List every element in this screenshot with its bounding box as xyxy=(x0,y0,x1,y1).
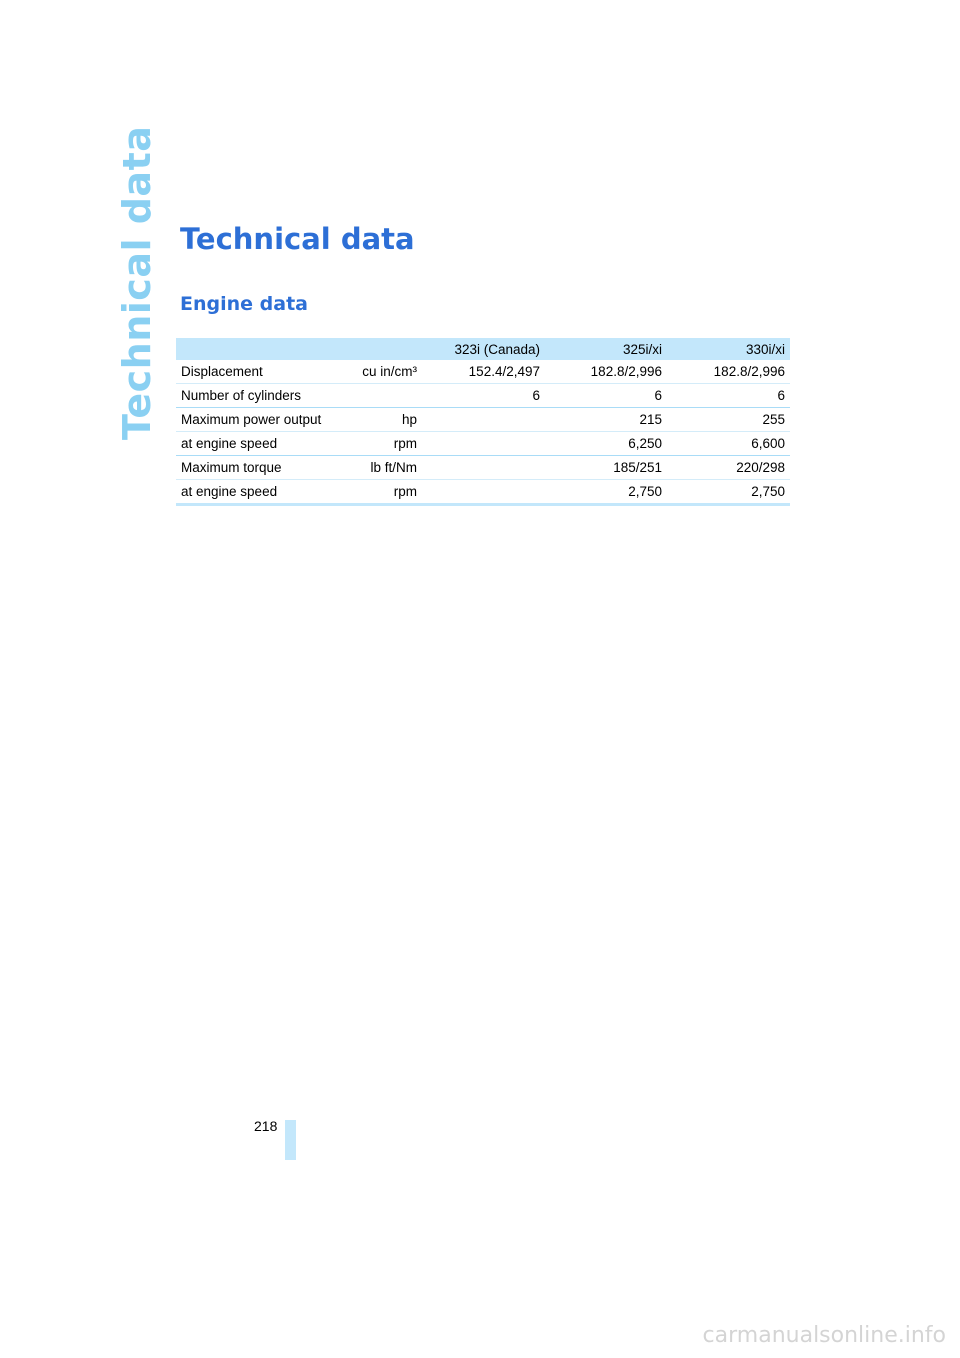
table-row xyxy=(176,384,790,408)
table-row xyxy=(176,456,790,480)
page-number: 218 xyxy=(254,1118,278,1134)
row-label: Displacement xyxy=(176,360,330,384)
watermark: carmanualsonline.info xyxy=(702,1323,946,1348)
table-row xyxy=(176,408,790,432)
row-label: at engine speed xyxy=(176,432,330,456)
cell-value xyxy=(422,408,545,432)
table-header-row xyxy=(176,338,790,360)
row-unit: cu in/cm³ xyxy=(330,360,422,384)
cell-value: 215 xyxy=(545,408,667,432)
column-header: 330i/xi xyxy=(667,338,790,360)
cell-value: 6,600 xyxy=(667,432,790,456)
row-label: Number of cylinders xyxy=(176,384,330,408)
column-header: 325i/xi xyxy=(545,338,667,360)
row-unit: rpm xyxy=(330,480,422,505)
cell-value: 255 xyxy=(667,408,790,432)
cell-value: 6 xyxy=(667,384,790,408)
column-header xyxy=(176,338,330,360)
cell-value: 6,250 xyxy=(545,432,667,456)
cell-value: 2,750 xyxy=(667,480,790,505)
section-title: Engine data xyxy=(180,293,308,315)
row-unit: lb ft/Nm xyxy=(330,456,422,480)
table-row xyxy=(176,360,790,384)
row-label: Maximum power output xyxy=(176,408,330,432)
cell-value xyxy=(422,432,545,456)
page-marker xyxy=(285,1120,296,1160)
row-unit xyxy=(330,384,422,408)
row-label: Maximum torque xyxy=(176,456,330,480)
cell-value: 182.8/2,996 xyxy=(545,360,667,384)
cell-value: 152.4/2,497 xyxy=(422,360,545,384)
cell-value: 182.8/2,996 xyxy=(667,360,790,384)
cell-value xyxy=(422,480,545,505)
column-header xyxy=(330,338,422,360)
cell-value: 6 xyxy=(422,384,545,408)
engine-data-table xyxy=(176,338,790,506)
cell-value: 220/298 xyxy=(667,456,790,480)
cell-value: 185/251 xyxy=(545,456,667,480)
row-label: at engine speed xyxy=(176,480,330,505)
cell-value xyxy=(422,456,545,480)
cell-value: 6 xyxy=(545,384,667,408)
page-title: Technical data xyxy=(180,222,415,256)
cell-value: 2,750 xyxy=(545,480,667,505)
side-title: Technical data xyxy=(115,125,159,440)
column-header: 323i (Canada) xyxy=(422,338,545,360)
row-unit: hp xyxy=(330,408,422,432)
table-row xyxy=(176,480,790,505)
row-unit: rpm xyxy=(330,432,422,456)
table-row xyxy=(176,432,790,456)
